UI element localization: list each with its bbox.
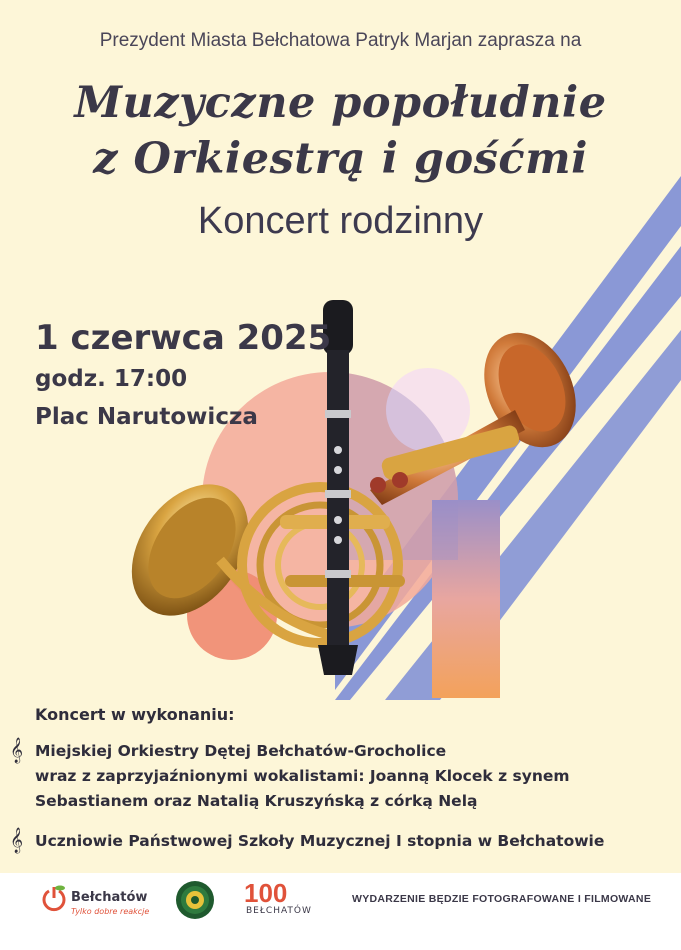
performer-line: Sebastianem oraz Natalią Kruszyńską z córką Nelą [35, 792, 478, 810]
performer-line: wraz z zaprzyjaźnionymi wokalistami: Joanną Klocek z synem [35, 767, 570, 785]
performer-item-school [35, 829, 665, 854]
performer-line: Uczniowie Państwowej Szkoły Muzycznej I stopnia w Bełchatowie [35, 832, 605, 850]
horn-coil [242, 487, 398, 643]
anniversary-logo [244, 878, 287, 909]
treble-clef-icon: 𝄞 [10, 828, 24, 853]
logo-city-tagline: Tylko dobre reakcje [71, 907, 150, 916]
power-icon [40, 884, 68, 914]
orchestra-badge-icon [175, 880, 215, 920]
performer-item-orchestra [35, 739, 665, 814]
filming-notice: WYDARZENIE BĘDZIE FOTOGRAFOWANE I FILMOWANE [352, 893, 652, 905]
logo-100-city: BEŁCHATÓW [246, 906, 312, 916]
event-place: Plac Narutowicza [35, 404, 258, 430]
event-time: godz. 17:00 [35, 366, 188, 392]
logo-100-number: 100 [244, 878, 288, 908]
performer-line: Miejskiej Orkiestry Dętej Bełchatów-Grocholice [35, 742, 447, 760]
title-line-2: z Orkiestrą i gośćmi [93, 134, 588, 184]
title-line-1: Muzyczne popołudnie [74, 78, 607, 128]
intro-text: Prezydent Miasta Bełchatowa Patryk Marjan zaprasza na [99, 30, 582, 51]
logo-city-name: Bełchatów [71, 890, 148, 905]
subtitle: Koncert rodzinny [197, 200, 484, 242]
performers-heading: Koncert w wykonaniu: [35, 705, 235, 724]
treble-clef-icon: 𝄞 [10, 738, 24, 763]
event-date: 1 czerwca 2025 [35, 318, 332, 358]
